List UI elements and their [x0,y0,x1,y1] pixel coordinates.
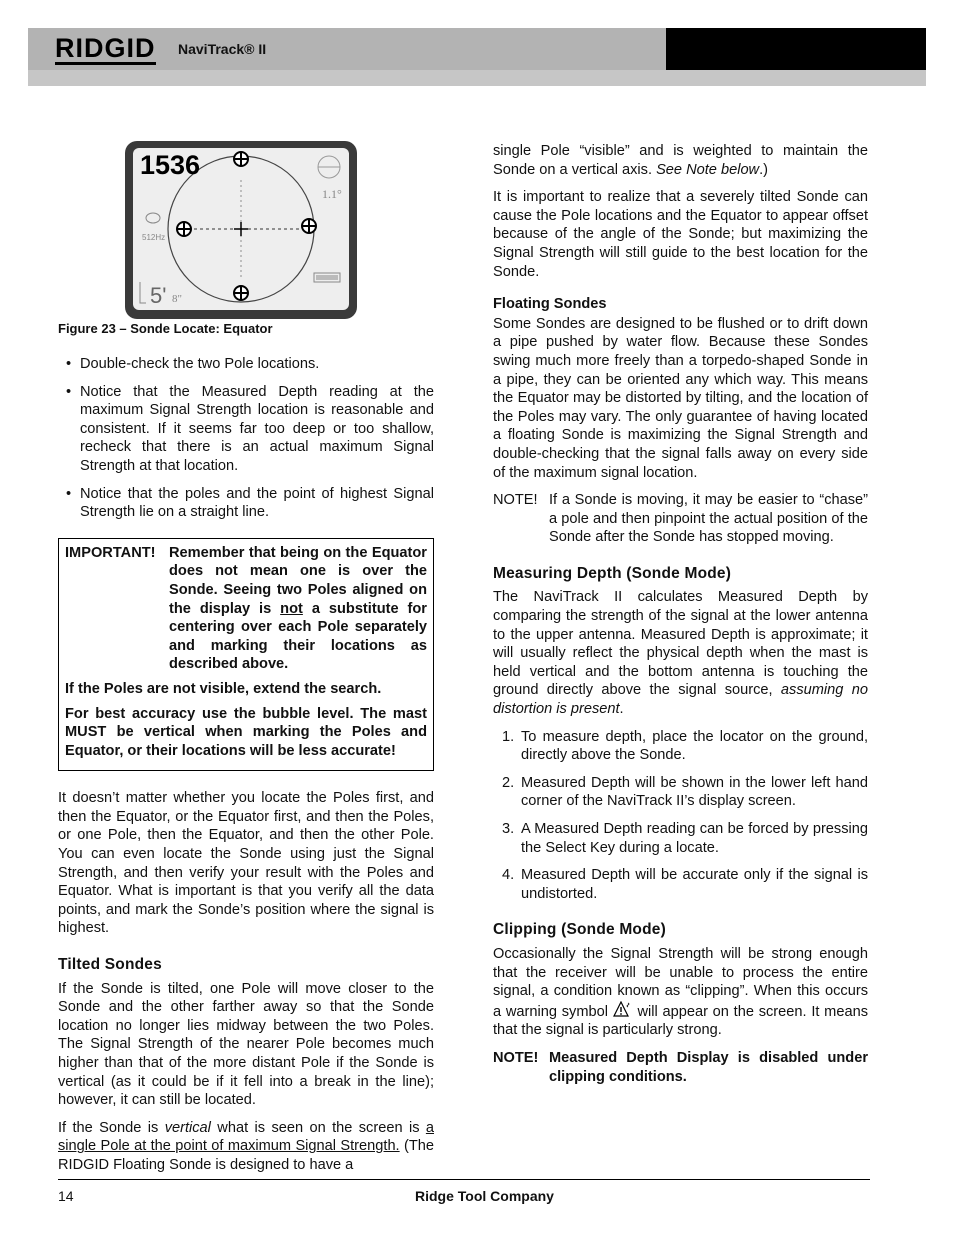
pole-marker-right [302,219,316,233]
tilted-offset-paragraph: It is important to realize that a severely tilted Sonde can cause the Pole locations and the Equator to appear offset because of the angle of the Sonde; but maximizing the Signal Strength will still guide to the best location for the Sonde. [493,189,868,280]
clipping-heading: Clipping (Sonde Mode) [493,921,666,939]
measuring-depth-paragraph: The NaviTrack II calculates Measured Depth by comparing the strength of the signal at the lower antenna to the upper antenna. Measured Depth is approximate; it will usually reflect the physical depth when the mast is held vertical and the bottom antenna is touching the ground directly above the signal source, assuming no distortion is present. [493,589,868,718]
warning-icon [613,1001,633,1018]
important-line-3: For best accuracy use the bubble level. The mast MUST be vertical when marking the Poles and Equator, or their locations will be less accurate! [65,705,427,759]
list-item: • Double-check the two Pole locations. [58,355,434,374]
note-moving-sonde [493,491,868,547]
bullet-list [58,355,434,522]
list-item: 2. Measured Depth will be shown in the lower left hand corner of the NaviTrack II’s display screen. [502,774,868,810]
note-label: NOTE! [493,1049,539,1066]
depth-steps-list [493,728,868,904]
important-line-2: If the Poles are not visible, extend the search. [65,680,382,697]
note-text: Measured Depth Display is disabled under clipping conditions. [549,1049,868,1085]
vertical-sonde-paragraph: If the Sonde is vertical what is seen on the screen is a single Pole at the point of maximum Signal Strength. (The RIDGID Floating Sonde is designed to have a [58,1119,435,1173]
footer-rule [58,1179,870,1180]
measuring-depth-heading: Measuring Depth (Sonde Mode) [493,564,732,582]
list-item: 3. A Measured Depth reading can be forced by pressing the Select Key during a locate. [502,821,868,856]
locate-order-paragraph: It doesn’t matter whether you locate the Poles first, and then the Equator, or the Equator first, and then the Poles, or one Pole, then the Equator, and then the other Pole. You can even locate the Sonde using just the Signal Strength, and then verify your result with the Poles and Equator. What is important is that you verify all the data points, and mark the Sonde’s position where the signal is highest. [58,790,434,937]
note-text: If a Sonde is moving, it may be easier to “chase” a pole and then pinpoint the actual position of the Sonde after the Sonde has stopped moving. [549,492,868,546]
header-underband [28,70,926,86]
footer-company: Ridge Tool Company [415,1188,554,1204]
list-item: 1. To measure depth, place the locator on the ground, directly above the Sonde. [502,728,868,764]
page-number: 14 [58,1188,74,1204]
right-column [493,142,868,1092]
list-item: 4. Measured Depth will be accurate only if the signal is undistorted. [502,867,868,902]
frequency-readout: 512Hz [142,233,166,242]
continued-paragraph: single Pole “visible” and is weighted to maintain the Sonde on a vertical axis. See Note below.) [493,143,868,178]
figure-caption: Figure 23 – Sonde Locate: Equator [58,321,273,336]
note-label: NOTE! [493,492,538,509]
pole-marker-left [177,222,191,236]
left-column [58,355,434,1184]
tilted-sondes-paragraph: If the Sonde is tilted, one Pole will move closer to the Sonde and the other farther away so that the Sonde location no longer lies midway between the two Poles. The Signal Strength of the nearer Pole becomes much higher than that of the more distant Pole if the Sonde is vertical (as it could be if it fell into a break in the line); however, it can still be located. [58,980,434,1109]
depth-feet-readout: 5' [150,283,167,308]
clipping-paragraph: Occasionally the Signal Strength will be strong enough that the receiver will be unable to process the entire signal, a condition known as “clipping”. When this occurs a warning symbol will appear on the screen. It means that the signal is particularly strong. [493,945,868,1039]
important-box [58,538,434,772]
floating-sondes-paragraph: Some Sondes are designed to be flushed or to drift down a pipe pushed by water flow. Because these Sondes swing much more freely than a torpedo-shaped Sonde in a pipe, they can be oriented any which way. This means the Equator may be distorted by tilting, and the location of the Poles may vary. The only guarantee of having located a floating Sonde is maximizing the Signal Strength and double-checking that the signal falls away on every side of the maximum signal location. [493,315,868,481]
important-text: Remember that being on the Equator does not mean one is over the Sonde. Seeing two Poles aligned on the display is not a substitute for centering over each Pole separately and marking their locations as described above. [169,544,427,673]
signal-strength-readout: 1536 [140,150,201,180]
list-item: • Notice that the Measured Depth reading at the maximum Signal Strength location is reasonable and consistent. If it seems far too deep or too shallow, recheck that there is an actual maximum Signal Strength at that location. [58,383,434,476]
sonde-display-figure [124,140,358,320]
pole-marker-top [234,152,248,166]
list-item: • Notice that the poles and the point of highest Signal Strength lie on a straight line. [58,485,434,522]
floating-sondes-heading: Floating Sondes [493,296,607,313]
ridgid-logo: RIDGID [55,33,156,63]
header-black-block [666,28,926,70]
tilt-readout: 1.1° [322,187,342,201]
pole-marker-bottom [234,286,248,300]
note-clipping [493,1049,868,1086]
depth-inches-readout: 8" [172,293,182,305]
important-label: IMPORTANT! [65,544,156,561]
product-name: NaviTrack® II [178,41,267,57]
tilted-sondes-heading: Tilted Sondes [58,956,162,974]
